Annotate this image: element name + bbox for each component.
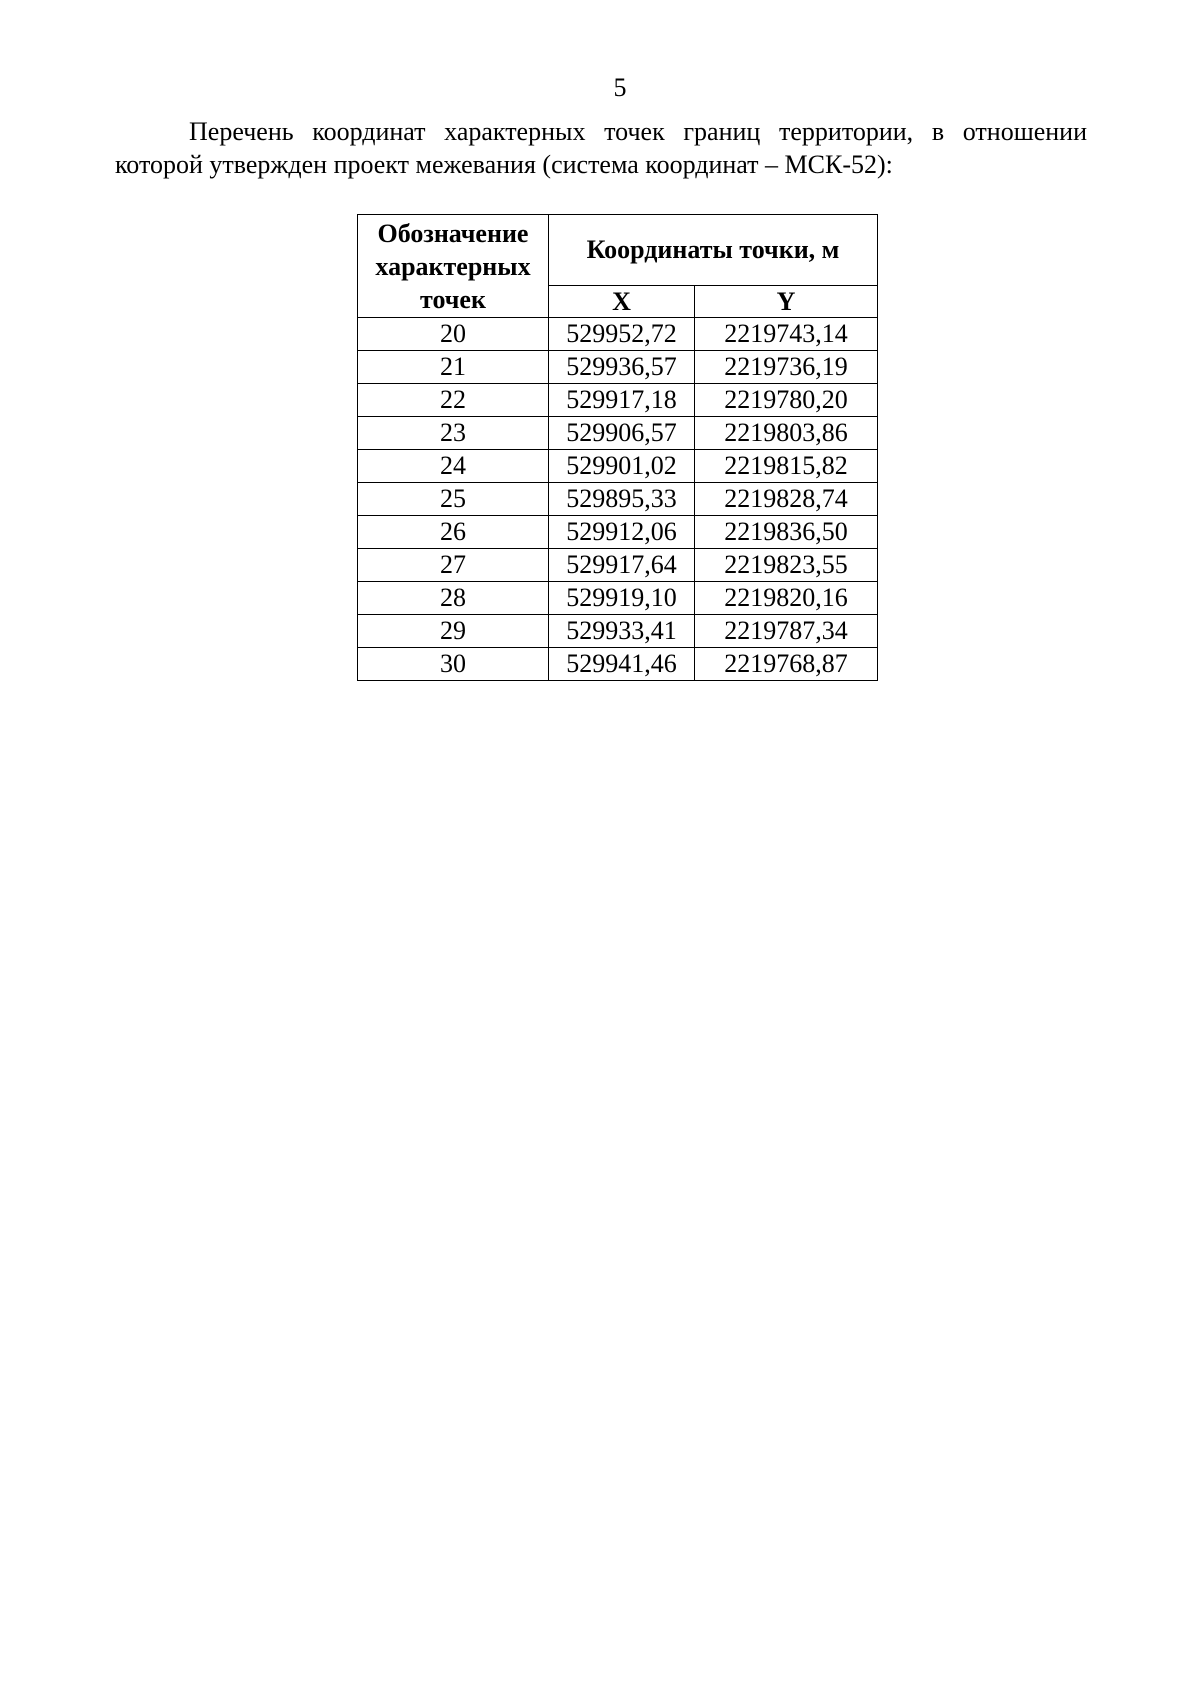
table-header [358, 215, 878, 318]
header-y: Y [695, 286, 878, 318]
point-id: 30 [358, 648, 549, 681]
table-row [358, 417, 878, 450]
point-id: 26 [358, 516, 549, 549]
intro-line-2: которой утвержден проект межевания (система координат – МСК-52): [115, 150, 893, 179]
point-id: 21 [358, 351, 549, 384]
coord-y: 2219803,86 [695, 417, 878, 450]
intro-paragraph [115, 115, 1087, 181]
table-row [358, 549, 878, 582]
coord-y: 2219736,19 [695, 351, 878, 384]
coord-y: 2219743,14 [695, 318, 878, 351]
coord-x: 529912,06 [549, 516, 695, 549]
coord-x: 529917,64 [549, 549, 695, 582]
coord-x: 529936,57 [549, 351, 695, 384]
coord-y: 2219815,82 [695, 450, 878, 483]
table-row [358, 318, 878, 351]
point-id: 29 [358, 615, 549, 648]
table-row [358, 648, 878, 681]
table-row [358, 384, 878, 417]
table-row [358, 351, 878, 384]
header-coordinates: Координаты точки, м [549, 215, 878, 286]
coord-x: 529901,02 [549, 450, 695, 483]
intro-line-1: Перечень координат характерных точек границ территории, в отношении [189, 117, 1087, 146]
coord-y: 2219780,20 [695, 384, 878, 417]
header-x: X [549, 286, 695, 318]
table-row [358, 615, 878, 648]
point-id: 23 [358, 417, 549, 450]
coord-y: 2219828,74 [695, 483, 878, 516]
point-id: 27 [358, 549, 549, 582]
coord-y: 2219787,34 [695, 615, 878, 648]
table-row [358, 483, 878, 516]
coord-x: 529919,10 [549, 582, 695, 615]
coord-x: 529941,46 [549, 648, 695, 681]
header-designation: Обозначение характерных точек [358, 215, 549, 318]
coord-y: 2219820,16 [695, 582, 878, 615]
coord-y: 2219823,55 [695, 549, 878, 582]
coord-y: 2219768,87 [695, 648, 878, 681]
coord-x: 529906,57 [549, 417, 695, 450]
page-number: 5 [613, 73, 627, 102]
coord-x: 529933,41 [549, 615, 695, 648]
coord-x: 529895,33 [549, 483, 695, 516]
point-id: 22 [358, 384, 549, 417]
point-id: 24 [358, 450, 549, 483]
point-id: 20 [358, 318, 549, 351]
point-id: 28 [358, 582, 549, 615]
point-id: 25 [358, 483, 549, 516]
coord-x: 529952,72 [549, 318, 695, 351]
table-row [358, 450, 878, 483]
table-row [358, 582, 878, 615]
coordinates-table [357, 214, 878, 681]
coord-x: 529917,18 [549, 384, 695, 417]
coord-y: 2219836,50 [695, 516, 878, 549]
table-body [358, 318, 878, 681]
table-row [358, 516, 878, 549]
